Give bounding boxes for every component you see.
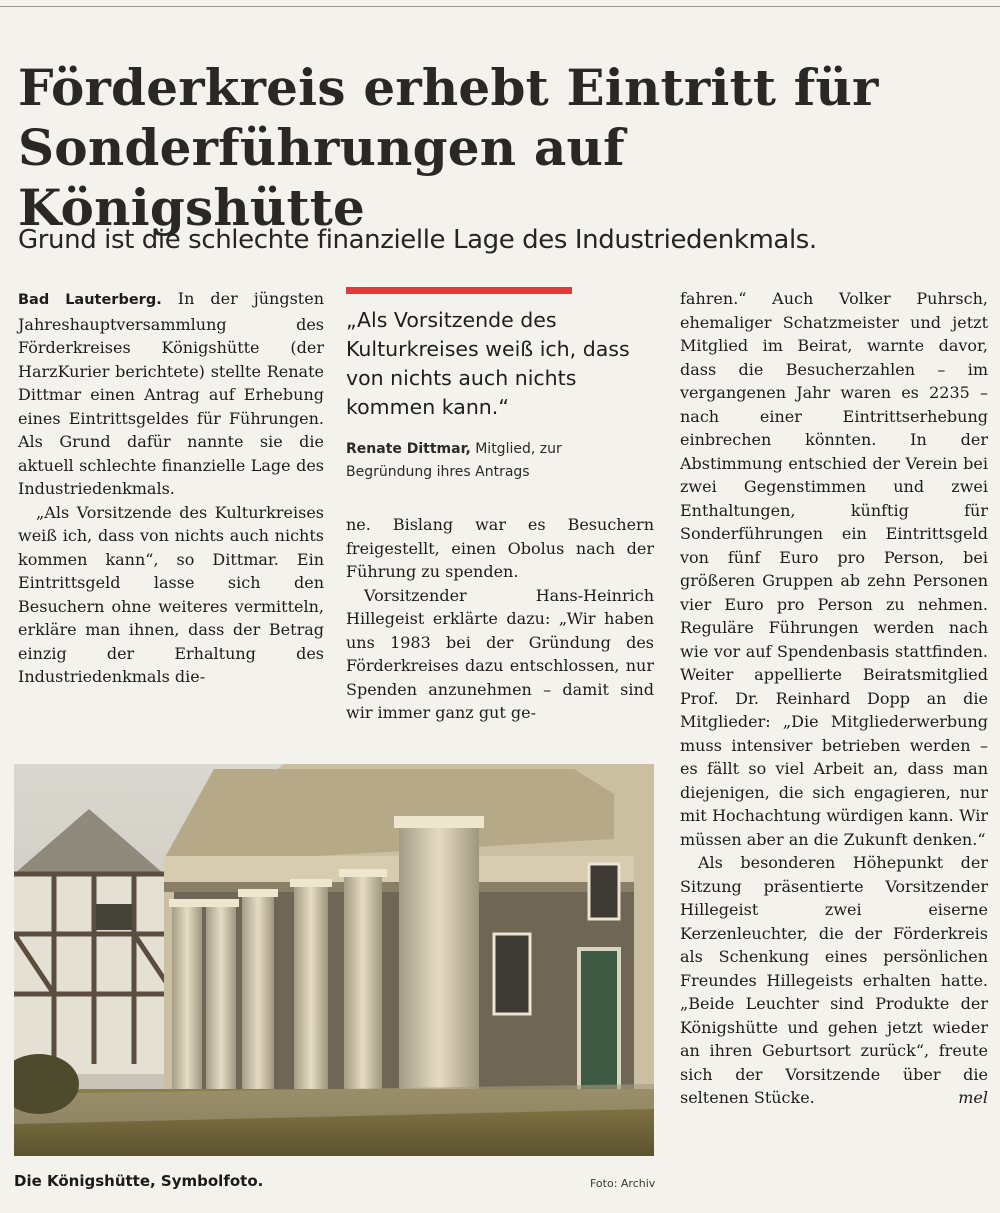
dateline: Bad Lauterberg. xyxy=(18,292,162,308)
paragraph-text: Als besonderen Höhepunkt der Sitzung präsentierte Vorsitzender Hillegeist zwei eiserne Kerzenleuchter, die der Förderkreis als Schenkung eines persönlichen Freundes Hillegeists erhalten hatte. „Beide Leuchter sind Produkte der Königshütte und gehen jetzt wieder an ihren Geburtsort zurück“, freute sich der Vorsitzende über die seltenen Stücke. xyxy=(680,853,988,1107)
article-photo xyxy=(14,764,654,1156)
article-column-1 xyxy=(18,287,324,689)
pullquote-name: Renate Dittmar, xyxy=(346,441,471,457)
article-paragraph xyxy=(680,851,988,1110)
headline-line-2: Sonderführungen auf Königshütte xyxy=(18,118,625,237)
photo-credit: Foto: Archiv xyxy=(590,1177,656,1190)
building-photo-illustration xyxy=(14,764,654,1156)
paragraph-text: In der jüngsten Jahreshauptversammlung des Förderkreises Königshütte (der HarzKurier berichtete) stellte Renate Dittmar einen Antrag auf Erhebung eines Eintrittsgeldes für Führungen. Als Grund dafür nannte sie die aktuell schlechte finanzielle Lage des Industriedenkmals. xyxy=(18,289,324,498)
article-paragraph: ne. Bislang war es Besuchern freigestellt, einen Obolus nach der Führung zu spenden. xyxy=(346,515,654,581)
pullquote-attribution xyxy=(346,438,652,484)
article-paragraph xyxy=(18,287,324,501)
photo-caption: Die Königshütte, Symbolfoto. xyxy=(14,1172,264,1190)
article-paragraph: Vorsitzender Hans-Heinrich Hillegeist erklärte dazu: „Wir haben uns 1983 bei der Gründung des Förderkreises dazu entschlossen, nur Spenden anzunehmen – damit sind wir immer ganz gut ge- xyxy=(346,585,654,722)
pullquote-role: Mitglied, zur Begründung ihres Antrags xyxy=(346,441,562,480)
pullquote: „Als Vorsitzende des Kulturkreises weiß ich, dass von nichts auch nichts kommen kann.“ xyxy=(346,308,630,419)
headline-line-1: Förderkreis erhebt Eintritt für xyxy=(18,58,879,117)
article-paragraph: fahren.“ Auch Volker Puhrsch, ehemaliger Schatzmeister und jetzt Mitglied im Beirat, warnte davor, dass die Besucherzahlen – im vergangenen Jahr waren es 2235 – nach einer Eintrittserhebung einbrechen könnten. In der Abstimmung entschied der Verein bei zwei Gegenstimmen und zwei Enthaltungen, künftig für Sonderführungen ein Eintrittsgeld von fünf Euro pro Person, bei größeren Gruppen ab zehn Personen vier Euro pro Person zu nehmen. Reguläre Führungen werden nach wie vor auf Spendenbasis stattfinden. Weiter appellierte Beiratsmitglied Prof. Dr. Reinhard Dopp an die Mitglieder: „Die Mitgliederwerbung muss intensiver betrieben werden – es fällt so viel Arbeit an, dass man diejenigen, die sich engagieren, nur mit Hochachtung würdigen kann. Wir müssen aber an die Zukunft denken.“ xyxy=(680,289,988,849)
article-column-3 xyxy=(680,287,988,1110)
subheadline: Grund ist die schlechte finanzielle Lage des Industriedenkmals. xyxy=(18,225,817,255)
author-sign: mel xyxy=(958,1088,988,1107)
headline xyxy=(18,58,978,238)
top-rule xyxy=(0,6,1000,7)
article-paragraph: „Als Vorsitzende des Kulturkreises weiß ich, dass von nichts auch nichts kommen kann“, so Dittmar. Ein Eintrittsgeld lasse sich den Besuchern ohne weiteres vermitteln, erkläre man ihnen, dass der Betrag einzig der Erhaltung des Industriedenkmals die- xyxy=(18,502,324,686)
article-column-2 xyxy=(346,513,654,725)
pullquote-accent-bar xyxy=(346,287,572,294)
